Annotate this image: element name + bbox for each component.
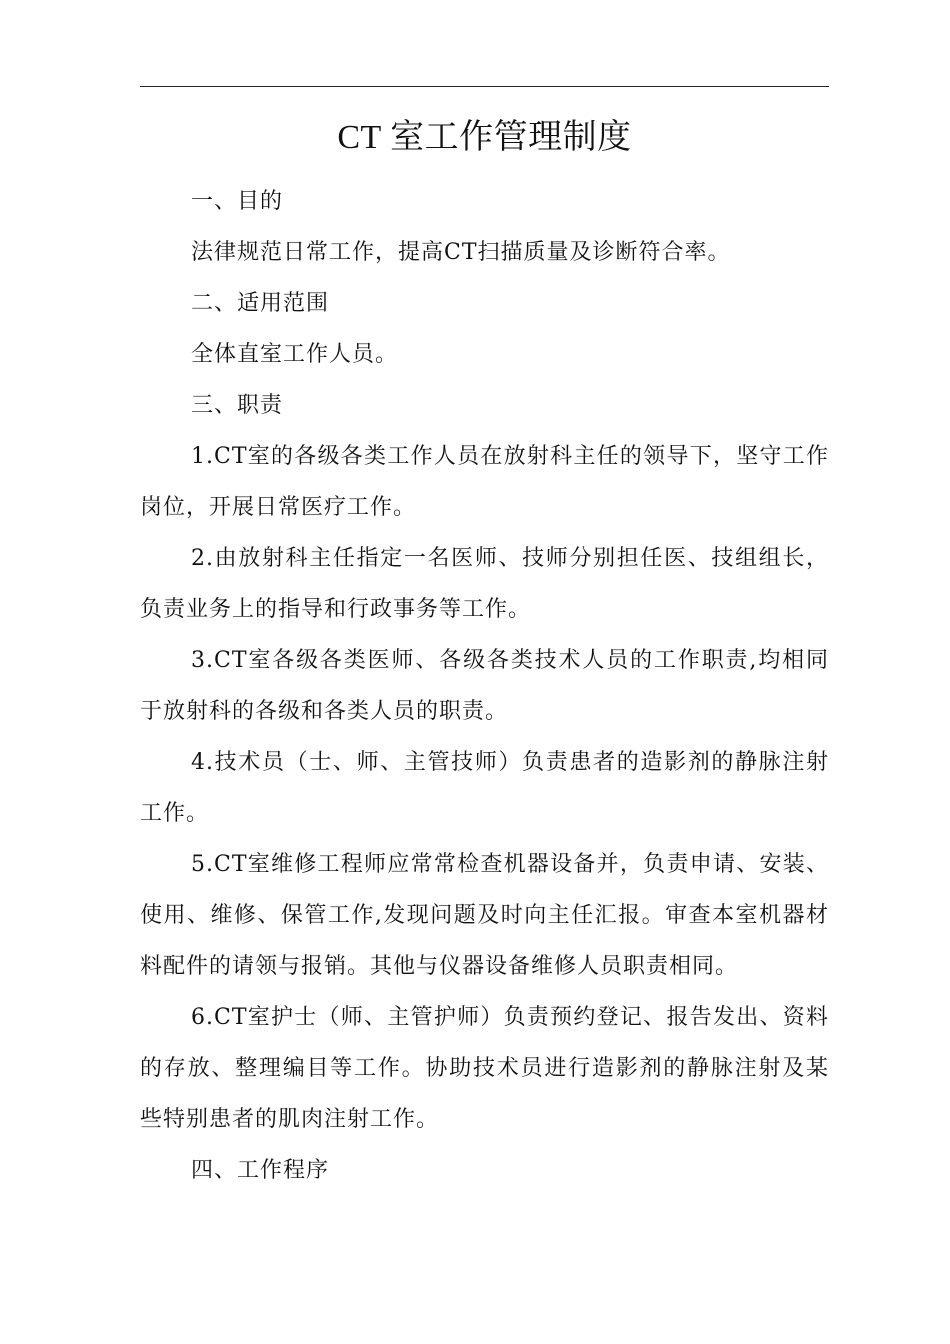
header-rule (140, 86, 829, 87)
paragraph-duty-2: 2.由放射科主任指定一名医师、技师分别担任医、技组组长，负责业务上的指导和行政事务等工作。 (140, 546, 829, 622)
paragraph-duty-3: 3.CT室各级各类医师、各级各类技术人员的工作职责,均相同于放射科的各级和各类人员的职责。 (140, 648, 829, 724)
paragraph-duty-1: 1.CT室的各级各类工作人员在放射科主任的领导下，坚守工作岗位，开展日常医疗工作。 (140, 444, 829, 520)
paragraph-scope: 全体直室工作人员。 (191, 342, 399, 367)
paragraph-duty-5: 5.CT室维修工程师应常常检查机器设备并，负责申请、安装、使用、维修、保管工作,发现问题及时向主任汇报。审查本室机器材料配件的请领与报销。其他与仪器设备维修人员职责相同。 (140, 852, 829, 979)
section-heading-duties: 三、职责 (191, 393, 284, 418)
section-heading-procedure: 四、工作程序 (191, 1158, 330, 1183)
document-title: CT 室工作管理制度 (337, 119, 632, 156)
section-heading-purpose: 一、目的 (191, 189, 284, 214)
paragraph-duty-4: 4.技术员（士、师、主管技师）负责患者的造影剂的静脉注射工作。 (140, 750, 829, 826)
paragraph-purpose: 法律规范日常工作，提高CT扫描质量及诊断符合率。 (191, 240, 731, 265)
paragraph-duty-6: 6.CT室护士（师、主管护师）负责预约登记、报告发出、资料的存放、整理编目等工作。协助技术员进行造影剂的静脉注射及某些特别患者的肌肉注射工作。 (140, 1005, 829, 1132)
section-heading-scope: 二、适用范围 (191, 291, 330, 316)
document-body (140, 176, 829, 1196)
